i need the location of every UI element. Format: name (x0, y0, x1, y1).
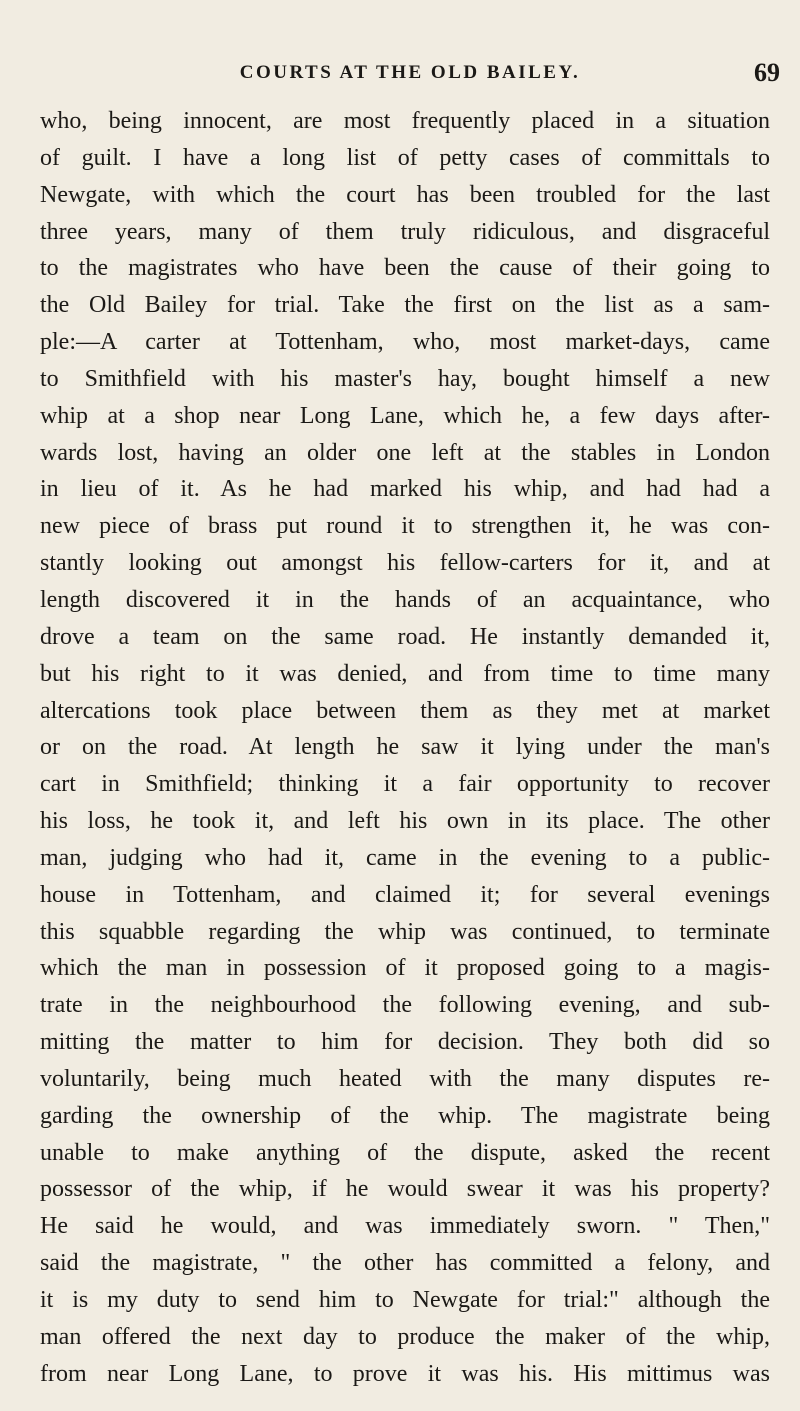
text-line: mitting the matter to him for decision. They both did so (40, 1029, 770, 1056)
text-line: from near Long Lane, to prove it was his. His mittimus was (40, 1360, 770, 1387)
text-line: to the magistrates who have been the cause of their going to (40, 255, 770, 282)
text-line: Newgate, with which the court has been troubled for the last (40, 181, 770, 208)
text-line: stantly looking out amongst his fellow-carters for it, and at (40, 550, 770, 577)
text-line: which the man in possession of it proposed going to a magis- (40, 955, 770, 982)
text-line: He said he would, and was immediately sworn. " Then," (40, 1213, 770, 1240)
text-line: ple:—A carter at Tottenham, who, most market-days, came (40, 329, 770, 356)
running-title: COURTS AT THE OLD BAILEY. (239, 62, 581, 83)
text-line: this squabble regarding the whip was continued, to terminate (40, 918, 770, 945)
text-line: possessor of the whip, if he would swear it was his property? (40, 1176, 770, 1203)
text-line: unable to make anything of the dispute, asked the recent (40, 1139, 770, 1166)
text-line: house in Tottenham, and claimed it; for several evenings (40, 881, 770, 908)
text-line: his loss, he took it, and left his own in its place. The other (40, 808, 770, 835)
text-line: voluntarily, being much heated with the many disputes re- (40, 1065, 770, 1092)
running-head (40, 58, 780, 94)
text-line: of guilt. I have a long list of petty cases of committals to (40, 144, 770, 171)
text-line: man, judging who had it, came in the evening to a public- (40, 844, 770, 871)
text-line: it is my duty to send him to Newgate for trial:" although the (40, 1287, 770, 1313)
text-line: wards lost, having an older one left at the stables in London (40, 439, 770, 466)
text-line: drove a team on the same road. He instantly demanded it, (40, 623, 770, 650)
page-number: 69 (754, 58, 780, 87)
text-line: to Smithfield with his master's hay, bought himself a new (40, 365, 770, 392)
text-line: garding the ownership of the whip. The magistrate being (40, 1102, 770, 1129)
text-line: trate in the neighbourhood the following evening, and sub- (40, 992, 770, 1019)
text-line: length discovered it in the hands of an acquaintance, who (40, 586, 770, 613)
text-line: three years, many of them truly ridiculous, and disgraceful (40, 218, 770, 245)
text-line: man offered the next day to produce the maker of the whip, (40, 1323, 770, 1350)
text-line: who, being innocent, are most frequently placed in a situation (40, 108, 770, 134)
text-line: but his right to it was denied, and from time to time many (40, 660, 770, 687)
text-line: the Old Bailey for trial. Take the first on the list as a sam- (40, 292, 770, 319)
text-line: said the magistrate, " the other has committed a felony, and (40, 1250, 770, 1277)
text-line: new piece of brass put round it to strengthen it, he was con- (40, 513, 770, 540)
text-line: or on the road. At length he saw it lying under the man's (40, 734, 770, 761)
text-line: whip at a shop near Long Lane, which he, a few days after- (40, 402, 770, 429)
body-text (40, 103, 770, 1393)
text-line: cart in Smithfield; thinking it a fair opportunity to recover (40, 771, 770, 798)
text-line: in lieu of it. As he had marked his whip, and had had a (40, 476, 770, 503)
text-line: altercations took place between them as they met at market (40, 697, 770, 724)
